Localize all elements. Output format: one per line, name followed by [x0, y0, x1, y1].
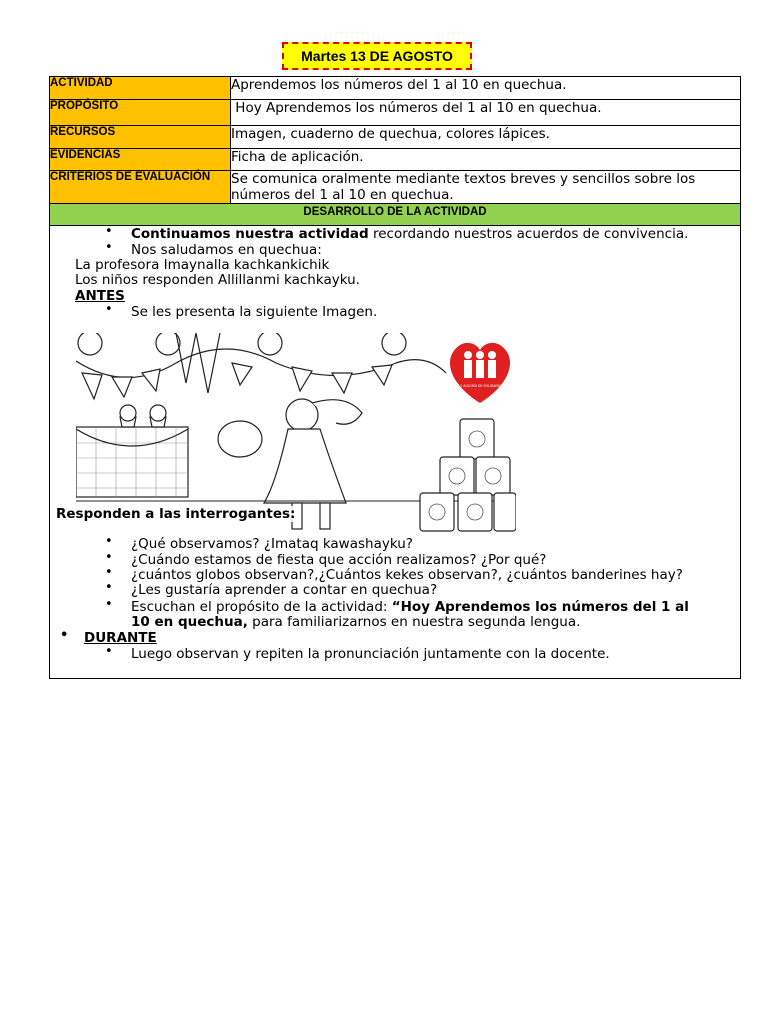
question-3: ¿cuántos globos observan?,¿Cuántos kekes observan?, ¿cuántos banderines hay? [131, 567, 683, 583]
antes-heading: ANTES [75, 288, 125, 304]
row-proposito [50, 100, 741, 126]
development-cell [50, 226, 741, 679]
present-image-line: Se les presenta la siguiente Imagen. [131, 304, 378, 320]
question-2: ¿Cuándo estamos de fiesta que acción realizamos? ¿Por qué? [131, 552, 547, 568]
purpose-intro: Escuchan el propósito de la actividad: [131, 599, 392, 615]
value-criterios: Se comunica oralmente mediante textos breves y sencillos sobre los números del 1 al 10 en quechua. [231, 171, 741, 204]
heart-logo [450, 343, 510, 403]
intro-line [131, 226, 688, 242]
questions-heading: Responden a las interrogantes: [56, 506, 296, 522]
row-recursos [50, 126, 741, 149]
kids-line: Los niños responden Allillanmi kachkayku. [75, 272, 360, 288]
question-4: ¿Les gustaría aprender a contar en quechua? [131, 582, 438, 598]
row-evidencias [50, 149, 741, 171]
label-recursos: RECURSOS [50, 126, 231, 149]
purpose-line-1 [131, 599, 689, 615]
purpose-bold-2: 10 en quechua, [131, 614, 248, 630]
purpose-line-2 [131, 614, 580, 630]
bullet: • [105, 240, 113, 255]
row-actividad [50, 77, 741, 100]
row-criterios [50, 171, 741, 204]
date-title: Martes 13 DE AGOSTO [282, 42, 472, 70]
intro-bold: Continuamos nuestra actividad [131, 226, 369, 242]
lesson-plan-table [49, 76, 741, 679]
row-development-heading [50, 204, 741, 226]
bullet: • [105, 597, 113, 612]
party-illustration [76, 333, 516, 533]
durante-heading: DURANTE [84, 630, 157, 646]
bullet: • [105, 224, 113, 239]
purpose-bold-1: “Hoy Aprendemos los números del 1 al [391, 599, 689, 615]
bullet: • [105, 565, 113, 580]
durante-item: Luego observan y repiten la pronunciación juntamente con la docente. [131, 646, 610, 662]
label-criterios: CRITERIOS DE EVALUACIÓN [50, 171, 231, 204]
teacher-line: La profesora Imaynalla kachkankichik [75, 257, 330, 273]
value-recursos: Imagen, cuaderno de quechua, colores lápices. [231, 126, 741, 149]
value-evidencias: Ficha de aplicación. [231, 149, 741, 171]
bullet: • [105, 644, 113, 659]
value-actividad: Aprendemos los números del 1 al 10 en quechua. [231, 77, 741, 100]
bullet: • [60, 628, 69, 643]
intro-rest: recordando nuestros acuerdos de convivencia. [368, 226, 689, 242]
bullet: • [105, 550, 113, 565]
label-actividad: ACTIVIDAD [50, 77, 231, 100]
logo-text: PIE Y ALEGRÍA DE SOLIDARIDAD [454, 384, 506, 388]
label-proposito: PROPÓSITO [50, 100, 231, 126]
bullet: • [105, 302, 113, 317]
value-proposito: Hoy Aprendemos los números del 1 al 10 en quechua. [231, 100, 741, 126]
development-heading: DESARROLLO DE LA ACTIVIDAD [50, 204, 741, 226]
greet-line: Nos saludamos en quechua: [131, 242, 322, 258]
row-development [50, 226, 741, 679]
development-body [50, 226, 740, 678]
label-evidencias: EVIDENCIAS [50, 149, 231, 171]
purpose-rest: para familiarizarnos en nuestra segunda lengua. [247, 614, 581, 630]
question-1: ¿Qué observamos? ¿Imataq kawashayku? [131, 536, 413, 552]
bullet: • [105, 534, 113, 549]
bullet: • [105, 580, 113, 595]
